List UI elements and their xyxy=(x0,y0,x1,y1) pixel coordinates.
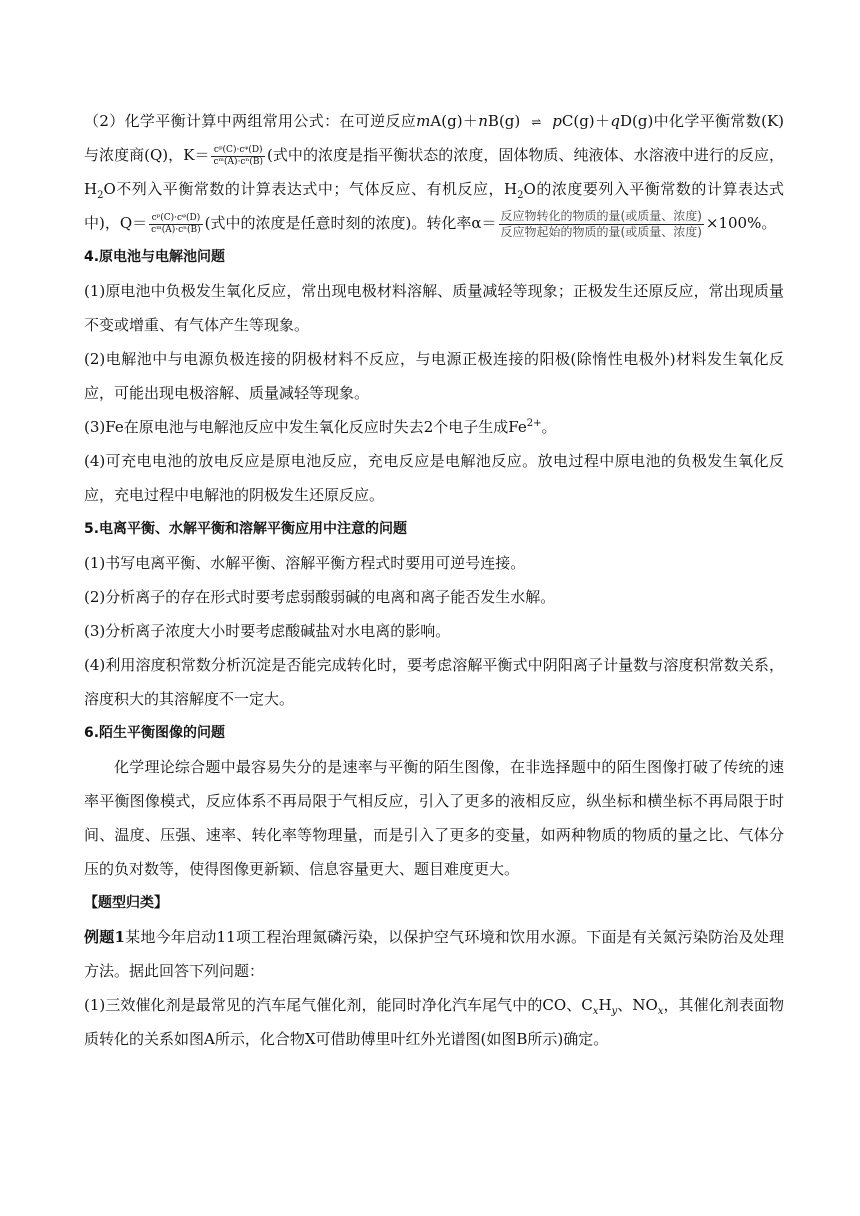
conversion-denominator: 反应物起始的物质的量(或质量、浓度) xyxy=(500,224,702,239)
q1-part-c: 、NO xyxy=(617,996,658,1014)
fe-text: (3)Fe在原电池与电解池反应中发生氧化反应时失去2个电子生成Fe xyxy=(84,418,527,436)
section5-heading: 5.电离平衡、水解平衡和溶解平衡应用中注意的问题 xyxy=(84,521,408,537)
formula-end: 。 xyxy=(761,214,777,232)
q1-part-b: H xyxy=(598,996,612,1014)
k-denominator: cᵐ(A)·cⁿ(B) xyxy=(213,156,263,167)
q-denominator: cᵐ(A)·cⁿ(B) xyxy=(151,224,201,235)
q-numerator: cᵖ(C)·cᵠ(D) xyxy=(149,213,203,225)
section4-item: (1)原电池中负极发生氧化反应，常出现电极材料溶解、质量减轻等现象；正极发生还原反应，常出现质量不变或增重、有气体产生等现象。 xyxy=(84,282,784,334)
section6-body: 化学理论综合题中最容易失分的是速率与平衡的陌生图像，在非选择题中的陌生图像打破了传统的速率平衡图像模式，反应体系不再局限于气相反应，引入了更多的液相反应，纵坐标和横坐标不再局限于时间、温度、压强、速率、转化率等物理量，而是引入了更多的变量，如两种物质的物质的量之比、气体分压的负对数等，使得图像更新颖、信息容量更大、题目难度更大。 xyxy=(84,758,784,878)
section5-item: (1)书写电离平衡、水解平衡、溶解平衡方程式时要用可逆号连接。 xyxy=(84,554,526,572)
section5-item: (3)分析离子浓度大小时要考虑酸碱盐对水电离的影响。 xyxy=(84,622,451,640)
reversible-arrow-icon: ⇌ xyxy=(531,115,542,129)
conversion-fraction xyxy=(499,209,704,240)
formula-paragraph: （2）化学平衡计算中两组常用公式：在可逆反应mA(g)＋nB(g) ⇌ pC(g)＋qD(g)中化学平衡常数(K)与浓度商(Q)，K＝ $\frac{\text{cᵖ(C)·cᵠ(D)}}{\text{cᵐ(A)·cⁿ(B)}}$ (式中的浓度是指平衡状态的浓度，固体物质、纯液体、水溶液中进行的反应，$H_2O$不列入平衡常数的计算表达式中；气体反应、有机反应，$H_2O$的浓度要列入平衡常数的计算表达式中)，Q＝ $\frac{\text{cᵖ(C)·cᵠ(D)}}{\text{cᵐ(A)·cⁿ(B)}}$ (式中的浓度是任意时刻的浓度)。转化率α＝ $\frac{\text{反应物转化的物质的量(或质量、浓度)}}{\text{反应物起始的物质的量(或质量、浓度)}}$ ×100%。 xyxy=(84,112,784,239)
formula-intro: （2）化学平衡计算中两组常用公式：在可逆反应 xyxy=(84,112,417,130)
section4-heading: 4.原电池与电解池问题 xyxy=(84,249,226,265)
k-numerator: cᵖ(C)·cᵠ(D) xyxy=(211,145,265,157)
example-paragraph xyxy=(84,920,784,988)
example-text: 某地今年启动11项工程治理氮磷污染，以保护空气环境和饮用水源。下面是有关氮污染防治及处理方法。据此回答下列问题： xyxy=(84,928,785,980)
k-note3: O的浓度要列入平衡常数的计算表达式中)，Q＝ xyxy=(84,180,784,232)
section5-item: (2)分析离子的存在形式时要考虑弱酸弱碱的电离和离子能否发生水解。 xyxy=(84,588,556,606)
conversion-percent: ×100% xyxy=(705,214,762,232)
fe-end: 。 xyxy=(541,418,557,436)
q-fraction xyxy=(149,213,203,236)
types-heading: 【题型归类】 xyxy=(84,895,168,911)
q-note: (式中的浓度是任意时刻的浓度)。转化率α＝ xyxy=(204,214,497,232)
section6-heading: 6.陌生平衡图像的问题 xyxy=(84,725,226,741)
example-label: 例题1 xyxy=(84,928,125,946)
question-1: (1)三效催化剂是最常见的汽车尾气催化剂，能同时净化汽车尾气中的CO、$C_xH_y$、$NO_x$，其催化剂表面物质转化的关系如图A所示，化合物X可借助傅里叶红外光谱图(如图B所示)确定。 xyxy=(84,996,784,1048)
conversion-numerator: 反应物转化的物质的量(或质量、浓度) xyxy=(500,208,702,223)
k-fraction xyxy=(211,145,265,168)
document-body xyxy=(84,104,784,1056)
section4-item: (4)可充电电池的放电反应是原电池反应，充电反应是电解池反应。放电过程中原电池的负极发生氧化反应，充电过程中电解池的阴极发生还原反应。 xyxy=(84,452,784,504)
section4-item xyxy=(84,410,784,444)
fe-charge: 2+ xyxy=(526,418,542,429)
q1-part-a: (1)三效催化剂是最常见的汽车尾气催化剂，能同时净化汽车尾气中的CO、C xyxy=(84,996,593,1014)
k-note: (式中的浓度是指平衡状态的浓度，固体物质、纯液体、水溶液中进行的反应，H xyxy=(84,146,784,198)
k-note2: O不列入平衡常数的计算表达式中；气体反应、有机反应，H xyxy=(103,180,518,198)
section5-item: (4)利用溶度积常数分析沉淀是否能完成转化时，要考虑溶解平衡式中阴阳离子计量数与溶度积常数关系，溶度积大的其溶解度不一定大。 xyxy=(84,656,784,708)
q1-part-d: ，其催化剂表面物质转化的关系如图A所示，化合物X可借助傅里叶红外光谱图(如图B所示)确定。 xyxy=(84,996,784,1048)
formula-k-intro: 中化学平衡常数(K)与浓度商(Q)，K＝ xyxy=(84,112,784,164)
section4-item: (2)电解池中与电源负极连接的阴极材料不反应，与电源正极连接的阳极(除惰性电极外)材料发生氧化反应，可能出现电极溶解、质量减轻等现象。 xyxy=(84,350,784,402)
